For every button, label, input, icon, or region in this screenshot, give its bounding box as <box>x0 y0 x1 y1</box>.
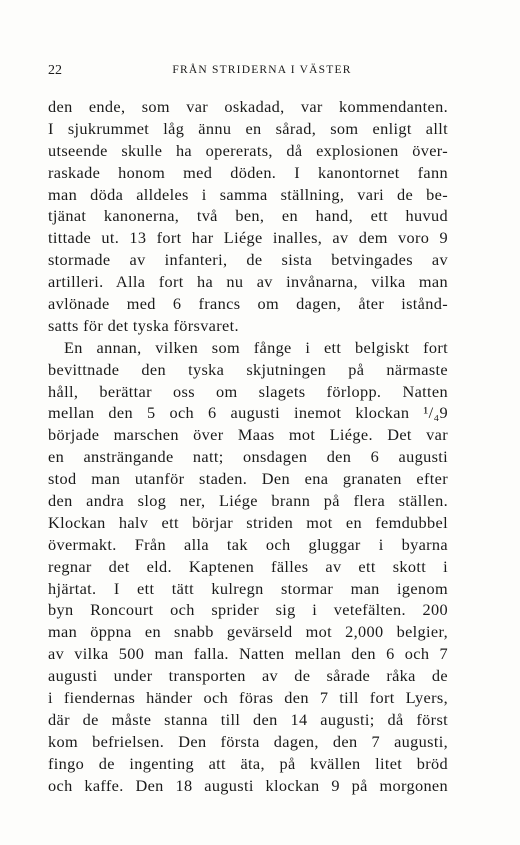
text-line: den andra slog ner, Liége brann på flera ställen. <box>48 491 448 511</box>
text-line: i fiendernas händer och föras den 7 till fort Lyers, <box>48 688 448 708</box>
running-head: FRÅN STRIDERNA I VÄSTER <box>172 64 352 76</box>
text-line: och kaffe. Den 18 augusti klockan 9 på morgonen <box>48 775 448 795</box>
text-line: utseende skulle ha opererats, då explosionen över- <box>48 140 448 160</box>
text-line: I sjukrummet låg ännu en sårad, som enligt allt <box>48 118 448 138</box>
text-line: raskade honom med döden. I kanontornet fann <box>48 162 448 182</box>
text-line: man öppna en snabb gevärseld mot 2,000 belgier, <box>48 622 448 642</box>
text-line: Klockan halv ett börjar striden mot en femdubbel <box>48 512 448 532</box>
text-line: håll, berättar oss om slagets förlopp. Natten <box>48 381 448 401</box>
text-line: började marschen över Maas mot Liége. Det var <box>48 425 448 445</box>
body-text <box>48 96 448 797</box>
text-line: avlönade med 6 francs om dagen, åter istånd- <box>48 294 448 314</box>
page-header <box>48 63 448 85</box>
text-line: hjärtat. I ett tätt kulregn stormar man igenom <box>48 578 448 598</box>
text-line: där de måste stanna till den 14 augusti; då först <box>48 709 448 729</box>
text-line: artilleri. Alla fort ha nu av invånarna, vilka man <box>48 272 448 292</box>
text-line: mellan den 5 och 6 augusti inemot klockan ¹/₄9 <box>48 403 448 423</box>
text-line: en ansträngande natt; onsdagen den 6 augusti <box>48 447 448 467</box>
text-line: byn Roncourt och sprider sig i vetefälten. 200 <box>48 600 448 620</box>
text-line: stod man utanför staden. Den ena granaten efter <box>48 469 448 489</box>
page-number: 22 <box>48 63 62 78</box>
text-line: regnar det eld. Kaptenen fälles av ett skott i <box>48 556 448 576</box>
text-line: fingo de ingenting att äta, på kvällen litet bröd <box>48 753 448 773</box>
text-line: man döda alldeles i samma ställning, vari de be- <box>48 184 448 204</box>
text-line: övermakt. Från alla tak och gluggar i byarna <box>48 534 448 554</box>
text-line: tjänat kanonerna, två ben, en hand, ett huvud <box>48 206 448 226</box>
text-line: augusti under transporten av de sårade råka de <box>48 666 448 686</box>
text-line: En annan, vilken som fånge i ett belgiskt fort <box>64 337 448 357</box>
text-line: den ende, som var oskadad, var kommendanten. <box>48 97 448 116</box>
text-line: av vilka 500 man falla. Natten mellan den 6 och 7 <box>48 644 448 664</box>
text-line: satts för det tyska försvaret. <box>48 315 239 335</box>
text-line: bevittnade den tyska skjutningen på närmaste <box>48 359 448 379</box>
text-line: stormade av infanteri, de sista betvingades av <box>48 250 448 270</box>
text-line: tittade ut. 13 fort har Liége inalles, av dem voro 9 <box>48 228 448 248</box>
text-line: kom befrielsen. Den första dagen, den 7 augusti, <box>48 731 448 751</box>
